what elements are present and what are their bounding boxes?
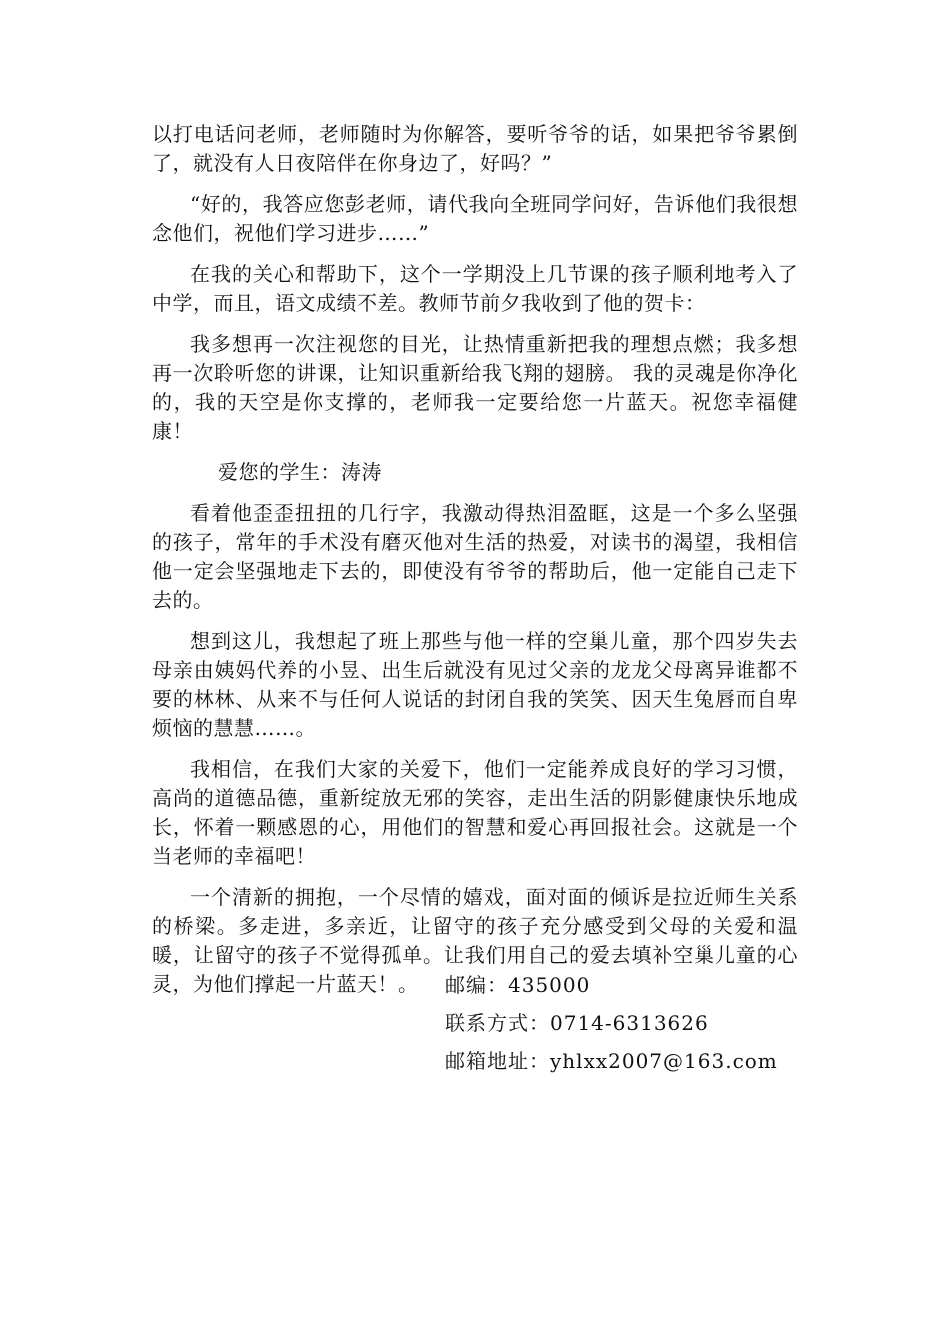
paragraph-empty-nest-children: 想到这儿，我想起了班上那些与他一样的空巢儿童，那个四岁失去母亲由姨妈代养的小昱、出生后就没有见过父亲的龙龙父母离异谁都不要的林林、从来不与任何人说话的封闭自我的笑笑、因天生兔唇而自卑烦恼的慧慧……。 xyxy=(152,629,798,740)
paragraph-reaction: 看着他歪歪扭扭的几行字，我激动得热泪盈眶，这是一个多么坚强的孩子，常年的手术没有磨灭他对生活的热爱，对读书的渴望，我相信他一定会坚强地走下去的，即使没有爷爷的帮助后，他一定能自己走下去的。 xyxy=(152,501,798,612)
document-body xyxy=(152,120,798,1011)
email-line: 邮箱地址：yhlxx2007@163.com xyxy=(445,1049,778,1073)
paragraph-conclusion: 一个清新的拥抱，一个尽情的嬉戏，面对面的倾诉是拉近师生关系的桥梁。多走进，多亲近，让留守的孩子充分感受到父母的关爱和温暖，让留守的孩子不觉得孤单。让我们用自己的爱去填补空巢儿童的心灵，为他们撑起一片蓝天！。 xyxy=(152,885,798,996)
paragraph-greeting-card: 我多想再一次注视您的目光，让热情重新把我的理想点燃；我多想再一次聆听您的讲课，让知识重新给我飞翔的翅膀。 我的灵魂是你净化的，我的天空是你支撑的，老师我一定要给您一片蓝天。祝您幸福健康！ xyxy=(152,332,798,443)
contact-block xyxy=(445,966,875,1080)
card-signature: 爱您的学生：涛涛 xyxy=(218,460,382,484)
postcode-line: 邮编：435000 xyxy=(445,973,591,997)
phone-line: 联系方式：0714-6313626 xyxy=(445,1011,709,1035)
paragraph-admission: 在我的关心和帮助下，这个一学期没上几节课的孩子顺利地考入了中学，而且，语文成绩不差。教师节前夕我收到了他的贺卡： xyxy=(152,262,798,315)
paragraph-belief: 我相信，在我们大家的关爱下，他们一定能养成良好的学习习惯，高尚的道德品德，重新绽放无邪的笑容，走出生活的阴影健康快乐地成长，怀着一颗感恩的心，用他们的智慧和爱心再回报社会。这就是一个当老师的幸福吧！ xyxy=(152,757,798,868)
paragraph-student-reply: “好的，我答应您彭老师，请代我向全班同学问好，告诉他们我很想念他们，祝他们学习进步……” xyxy=(152,192,798,245)
paragraph-phone-advice: 以打电话问老师，老师随时为你解答，要听爷爷的话，如果把爷爷累倒了，就没有人日夜陪伴在你身边了，好吗？” xyxy=(152,122,798,175)
